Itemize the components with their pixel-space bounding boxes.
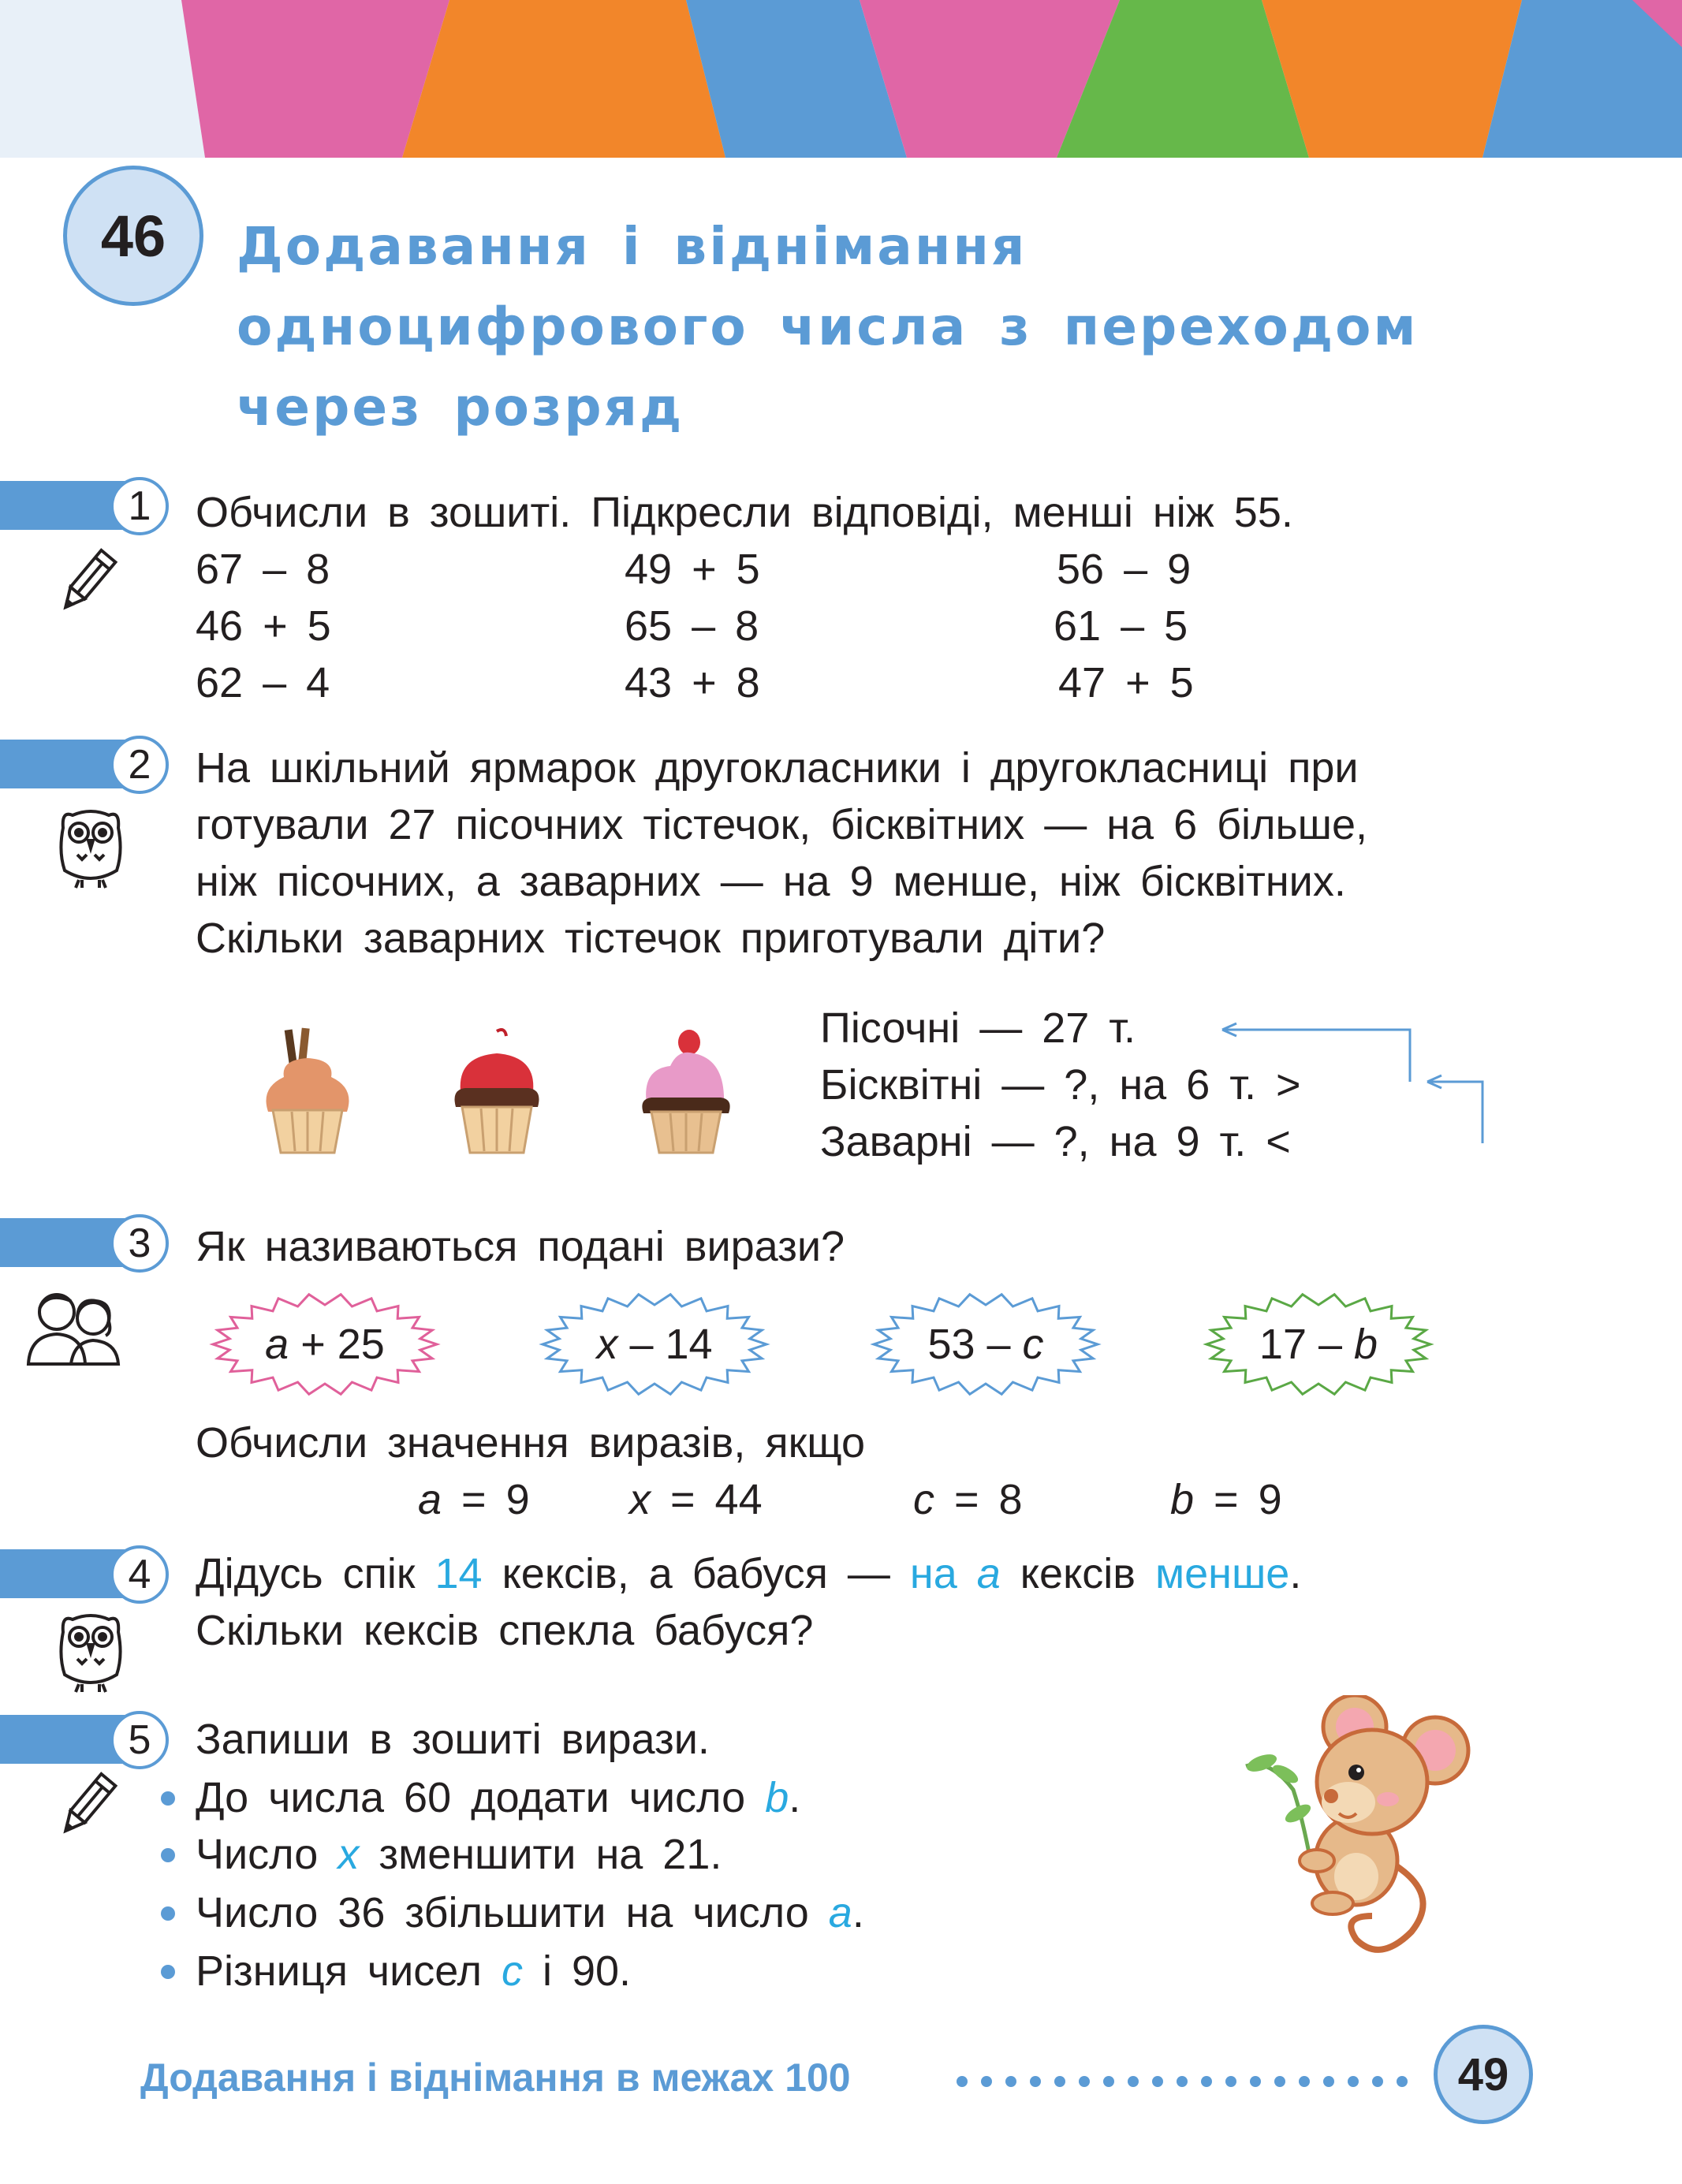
bullet-4-end: і 90. (522, 1947, 632, 1995)
leader-dot (1128, 2076, 1139, 2087)
bullet-4-text: Різниця чисел (196, 1947, 502, 1995)
footer-dotted-leader (954, 2066, 1427, 2097)
owl-icon (55, 1608, 126, 1695)
bullet-2-end: зменшити на 21. (359, 1831, 722, 1878)
example-1-2: 49 + 5 (625, 546, 760, 593)
leader-dot (1030, 2076, 1041, 2087)
task-4-number: 4 (110, 1545, 169, 1604)
leader-dot (1079, 2076, 1090, 2087)
leader-dot (1372, 2076, 1383, 2087)
value-x-var: x (629, 1476, 651, 1523)
expression-1 (207, 1289, 443, 1399)
bullet-3-end: . (852, 1889, 864, 1936)
leader-dot (1225, 2076, 1236, 2087)
value-a (418, 1471, 530, 1528)
example-2-2: 65 – 8 (625, 602, 759, 650)
leader-dot (1299, 2076, 1310, 2087)
task-4-text-2: кексів, а бабуся — (482, 1550, 910, 1597)
task-5-instruction: Запиши в зошиті вирази. (196, 1716, 710, 1763)
title-line-1: Додавання і віднімання (237, 216, 1027, 277)
task-4-line-2: Скільки кексів спекла бабуся? (196, 1607, 814, 1654)
pair-work-icon (24, 1285, 125, 1367)
task-4-text-1: Дідусь спік (196, 1550, 435, 1597)
expression-3 (867, 1289, 1104, 1399)
example-2-1: 46 + 5 (196, 602, 331, 650)
example-1-3: 56 – 9 (1057, 546, 1192, 593)
task-4-number-14: 14 (434, 1550, 483, 1597)
bullet-dot (161, 1791, 175, 1806)
value-a-var: a (418, 1476, 442, 1523)
page-number: 49 (1434, 2025, 1533, 2124)
bullet-dot (161, 1906, 175, 1921)
task-5-bullet-2 (196, 1826, 722, 1883)
example-3-3: 47 + 5 (1058, 659, 1194, 706)
scheme-arrows (1206, 1009, 1506, 1151)
task-4-menshe: менше (1154, 1550, 1290, 1597)
expression-4 (1200, 1289, 1437, 1399)
task-3-number: 3 (110, 1214, 169, 1273)
value-c (913, 1471, 1023, 1528)
expression-4-pre: 17 – (1259, 1321, 1355, 1368)
example-1-1: 67 – 8 (196, 546, 330, 593)
pencil-icon (49, 1766, 126, 1843)
value-a-val: = 9 (442, 1476, 530, 1523)
leader-dot (1054, 2076, 1065, 2087)
pencil-icon (49, 542, 126, 620)
task-1-number: 1 (110, 477, 169, 535)
task-5-number: 5 (110, 1711, 169, 1769)
bullet-dot (161, 1965, 175, 1979)
task-1-instruction: Обчисли в зошиті. Підкресли відповіді, менші ніж 55. (196, 489, 1293, 536)
leader-dot (1005, 2076, 1016, 2087)
task-3-question: Як називаються подані вирази? (196, 1223, 845, 1270)
leader-dot (1323, 2076, 1334, 2087)
header-banner (0, 0, 1682, 158)
task-2-line-4: Скільки заварних тістечок приготували діти? (196, 915, 1106, 962)
example-3-1: 62 – 4 (196, 659, 330, 706)
value-c-var: c (913, 1476, 934, 1523)
bullet-2-var: x (338, 1831, 360, 1878)
task-4-period: . (1289, 1550, 1302, 1597)
leader-dot (1103, 2076, 1114, 2087)
task-5-bullet-1 (196, 1769, 800, 1826)
title-line-3: через розряд (237, 377, 684, 438)
footer-section-title: Додавання і віднімання в межах 100 (140, 2055, 851, 2100)
sponge-cupcake-icon (442, 1025, 552, 1159)
leader-dot (1397, 2076, 1408, 2087)
value-b-val: = 9 (1194, 1476, 1282, 1523)
title-line-2: одноцифрового числа з переходом (237, 296, 1419, 357)
bullet-1-var: b (765, 1774, 789, 1821)
task-2-line-1: На шкільний ярмарок другокласники і другокласниці при (196, 744, 1359, 792)
example-3-2: 43 + 8 (625, 659, 760, 706)
scheme-line-3: Заварні — ?, на 9 т. < (820, 1118, 1291, 1165)
expression-1-post: + 25 (289, 1321, 385, 1368)
bullet-2-text: Число (196, 1831, 338, 1878)
scheme-line-2: Бісквітні — ?, на 6 т. > (820, 1061, 1301, 1109)
bullet-dot (161, 1848, 175, 1862)
leader-dot (1348, 2076, 1359, 2087)
bullet-3-var: a (828, 1889, 852, 1936)
custard-cupcake-icon (631, 1025, 741, 1159)
value-b (1170, 1471, 1282, 1528)
value-x (629, 1471, 763, 1528)
bullet-3-text: Число 36 збільшити на число (196, 1889, 829, 1936)
mouse-illustration (1238, 1695, 1475, 1979)
expression-2-post: – 14 (617, 1321, 713, 1368)
bullet-1-text: До числа 60 додати число (196, 1774, 766, 1821)
task-2-line-3: ніж пісочних, а заварних — на 9 менше, ніж бісквітних. (196, 858, 1346, 905)
leader-dot (1201, 2076, 1212, 2087)
expression-2-var: x (596, 1321, 618, 1368)
leader-dot (1152, 2076, 1163, 2087)
expression-2 (536, 1289, 773, 1399)
task-3-compute: Обчисли значення виразів, якщо (196, 1419, 866, 1467)
expression-4-var: b (1354, 1321, 1378, 1368)
leader-dot (1250, 2076, 1261, 2087)
owl-icon (55, 804, 126, 891)
leader-dot (981, 2076, 992, 2087)
expression-3-var: c (1022, 1321, 1044, 1368)
value-b-var: b (1170, 1476, 1195, 1523)
task-4-text-3: кексів (1000, 1550, 1155, 1597)
bullet-4-var: c (501, 1947, 523, 1995)
lesson-title (237, 207, 1418, 448)
example-2-3: 61 – 5 (1054, 602, 1188, 650)
shortbread-cupcake-icon (252, 1025, 363, 1159)
bullet-1-end: . (789, 1774, 801, 1821)
lesson-number-badge: 46 (63, 166, 203, 306)
task-2-line-2: готували 27 пісочних тістечок, бісквітних — на 6 більше, (196, 801, 1368, 848)
expression-1-var: a (265, 1321, 289, 1368)
leader-dot (1177, 2076, 1188, 2087)
task-5-bullet-4 (196, 1943, 631, 2000)
task-2-number: 2 (110, 736, 169, 794)
task-5-bullet-3 (196, 1884, 864, 1941)
leader-dot (957, 2076, 968, 2087)
expression-3-pre: 53 – (927, 1321, 1023, 1368)
task-4-line-1 (196, 1545, 1301, 1602)
task-4-na: на (909, 1550, 977, 1597)
scheme-line-1: Пісочні — 27 т. (820, 1004, 1136, 1052)
task-4-var-a: a (976, 1550, 1001, 1597)
value-x-val: = 44 (651, 1476, 763, 1523)
value-c-val: = 8 (934, 1476, 1023, 1523)
leader-dot (1274, 2076, 1285, 2087)
